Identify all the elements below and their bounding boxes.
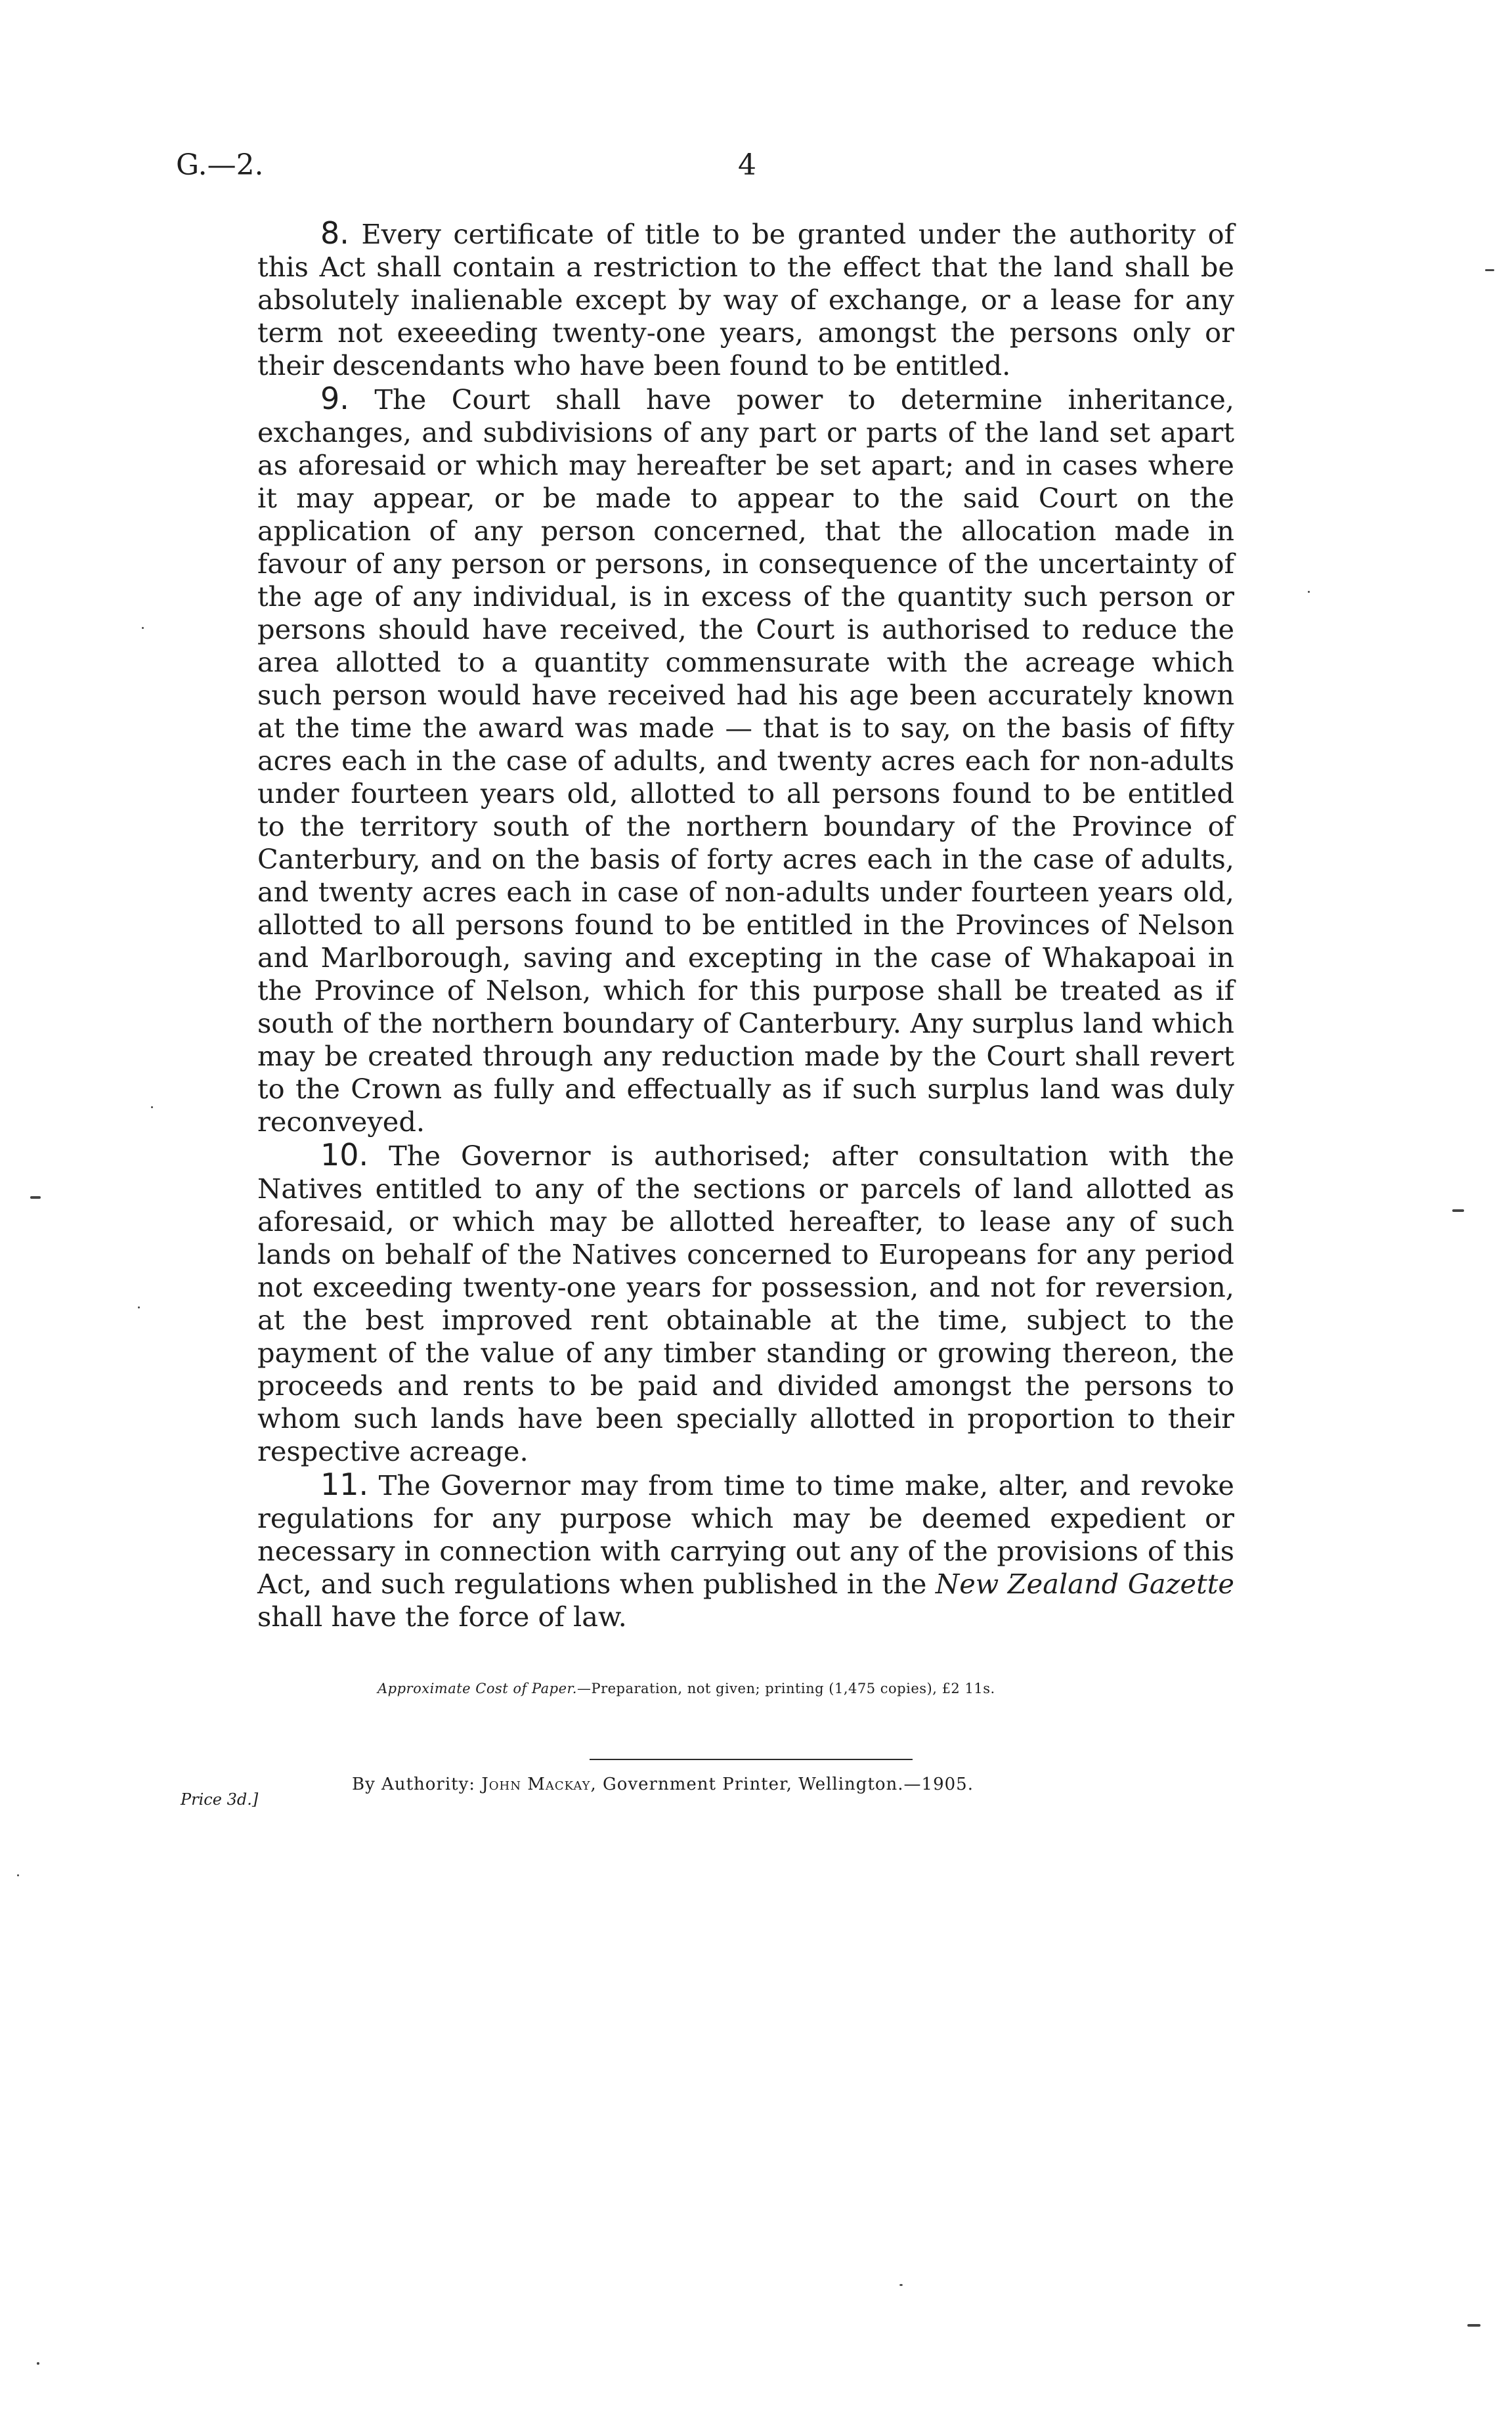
authority-prefix: By Authority:: [352, 1775, 482, 1794]
section-text: Every certificate of title to be granted under the authority of this Act shall contain a restriction to the effect that the land shall be absolutely inalienable except by way of exchange, or a lease for any term not exeeeding twenty-one years, amongst the persons only or their descendants who have been found to be entitled.: [257, 218, 1234, 381]
section-text-end: shall have the force of law.: [257, 1601, 627, 1633]
scan-mark: [17, 1874, 19, 1876]
page-number: 4: [738, 148, 756, 182]
cost-line: [378, 1681, 1139, 1696]
scan-mark: [1467, 2324, 1480, 2327]
scan-mark: [899, 2284, 903, 2286]
cost-label: Approximate Cost of Paper.: [378, 1681, 577, 1696]
section-text: The Governor is authorised; after consultation with the Natives entitled to any of the sections or parcels of land allotted as aforesaid, or which may be allotted hereafter, to lease any of such lands on behalf of the Natives concerned to Europeans for any period not exceeding twenty-one years for possession, and not for reversion, at the best improved rent obtainable at the time, subject to the payment of the value of any timber standing or growing thereon, the proceeds and rents to be paid and divided amongst the persons to whom such lands have been specially allotted in proportion to their respective acreage.: [257, 1140, 1234, 1467]
section-11: [257, 1468, 1234, 1633]
printer-name: John Mackay: [481, 1775, 591, 1794]
section-text: The Governor may from time to time make, alter, and revoke regulations for any purpose which may be deemed expedient or necessary in connection with carrying out any of the provisions of this Act, and such regulations when published in the: [257, 1469, 1234, 1600]
scan-mark: [30, 1196, 41, 1199]
section-number: 9.: [320, 381, 349, 416]
authority-suffix: , Government Printer, Wellington.—1905.: [590, 1775, 974, 1794]
authority-line: [352, 1775, 1153, 1794]
section-number: 10.: [320, 1137, 369, 1173]
scan-mark: [151, 1106, 153, 1108]
scan-mark: [138, 1306, 140, 1308]
scan-mark: [1308, 591, 1310, 593]
scan-mark: [1485, 269, 1494, 271]
scan-mark: [142, 627, 144, 629]
scan-mark: [37, 2362, 39, 2365]
section-10: [257, 1138, 1234, 1468]
section-number: 11.: [320, 1467, 369, 1502]
body-text: [257, 217, 1234, 1633]
footer-rule: [590, 1759, 913, 1760]
header-reference: G.—2.: [176, 148, 264, 182]
cost-text: —Preparation, not given; printing (1,475 copies), £2 11s.: [576, 1681, 995, 1696]
scan-mark: [1452, 1209, 1464, 1212]
section-8: [257, 217, 1234, 382]
section-text: The Court shall have power to determine inheritance, exchanges, and subdivisions of any part or parts of the land set apart as aforesaid or which may hereafter be set apart; and in cases where it may appear, or be made to appear to the said Court on the application of any person concerned, that the allocation made in favour of any person or persons, in consequence of the uncertainty of the age of any individual, is in excess of the quantity such person or persons should have received, the Court is authorised to reduce the area allotted to a quantity commensurate with the acreage which such person would have received had his age been accurately known at the time the award was made — that is to say, on the basis of fifty acres each in the case of adults, and twenty acres each for non-adults under fourteen years old, allotted to all persons found to be entitled to the territory south of the northern boundary of the Province of Canterbury, and on the basis of forty acres each in the case of adults, and twenty acres each in case of non-adults under fourteen years old, allotted to all persons found to be entitled in the Provinces of Nelson and Marlborough, saving and excepting in the case of Whakapoai in the Province of Nelson, which for this purpose shall be treated as if south of the northern boundary of Canterbury. Any surplus land which may be created through any reduction made by the Court shall revert to the Crown as fully and effectually as if such surplus land was duly reconveyed.: [257, 383, 1234, 1138]
price: Price 3d.]: [181, 1790, 259, 1809]
section-9: [257, 382, 1234, 1138]
section-number: 8.: [320, 215, 349, 251]
gazette-title: New Zealand Gazette: [935, 1568, 1234, 1600]
